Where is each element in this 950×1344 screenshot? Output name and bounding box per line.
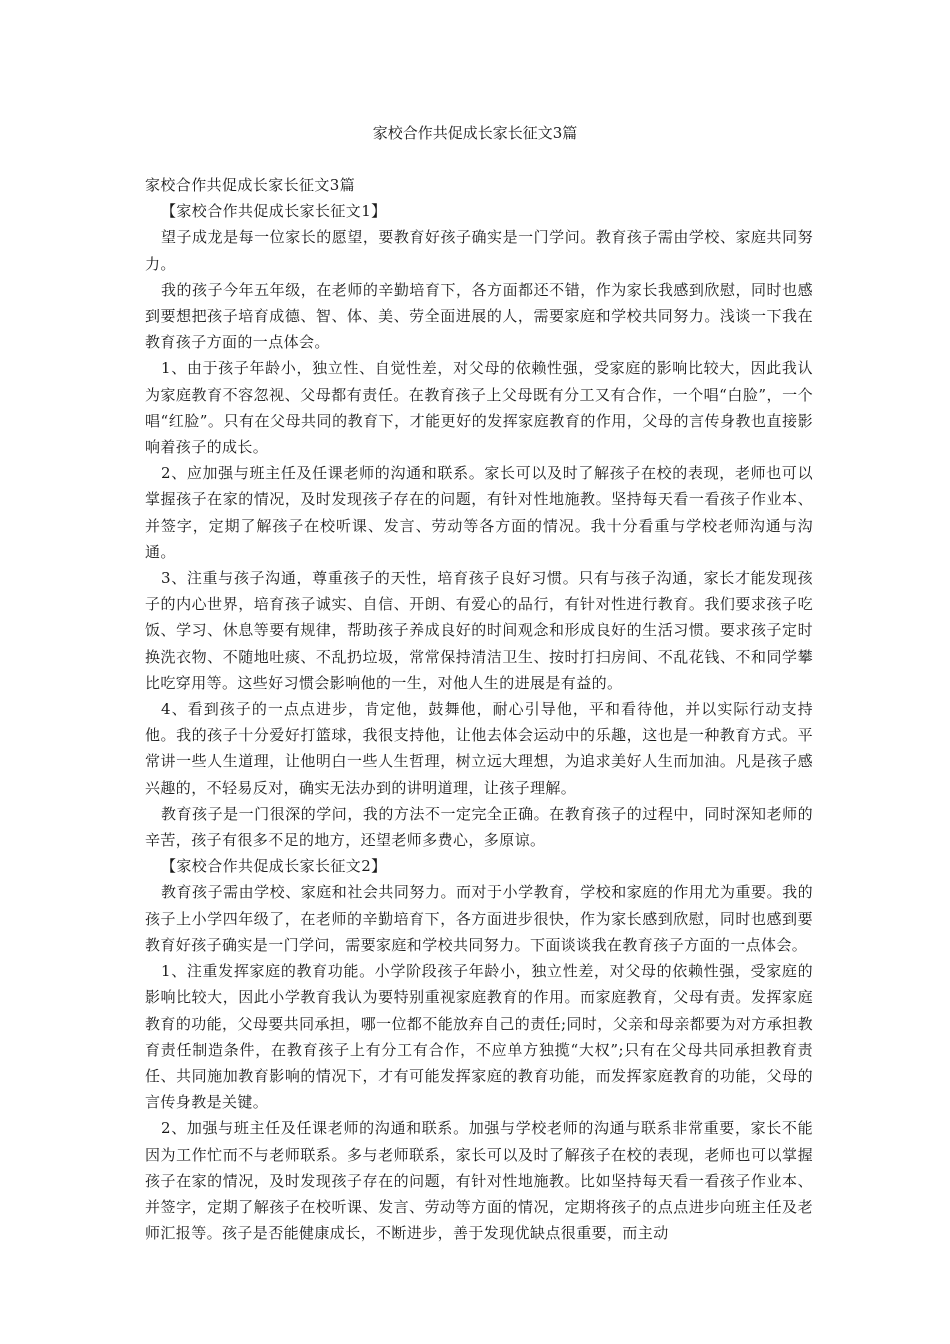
paragraph: 1、注重发挥家庭的教育功能。小学阶段孩子年龄小，独立性差，对父母的依赖性强，受家庭的影响比较大，因此小学教育我认为要特别重视家庭教育的作用。而家庭教育，父母有责。发挥家庭教育的功能，父母要共同承担，哪一位都不能放弃自己的责任;同时，父亲和母亲都要为对方承担教育责任制造条件，在教育孩子上有分工有合作，不应单方独揽“大权”;只有在父母共同承担教育责任、共同施加教育影响的情况下，才有可能发挥家庭的教育功能，而发挥家庭教育的功能，父母的言传身教是关键。 — [145, 962, 813, 1112]
paragraph: 4、看到孩子的一点点进步，肯定他，鼓舞他，耐心引导他，平和看待他，并以实际行动支持他。我的孩子十分爱好打篮球，我很支持他，让他去体会运动中的乐趣，这也是一种教育方式。平常讲一些人生道理，让他明白一些人生哲理，树立远大理想，为追求美好人生而加油。凡是孩子感兴趣的，不轻易反对，确实无法办到的讲明道理，让孩子理解。 — [145, 700, 813, 797]
section-heading-2: 【家校合作共促成长家长征文2】 — [161, 857, 387, 876]
paragraph: 教育孩子需由学校、家庭和社会共同努力。而对于小学教育，学校和家庭的作用尤为重要。我的孩子上小学四年级了，在老师的辛勤培育下，各方面进步很快，作为家长感到欣慰，同时也感到要教育好孩子确实是一门学问，需要家庭和学校共同努力。下面谈谈我在教育孩子方面的一点体会。 — [145, 883, 813, 954]
paragraph: 教育孩子是一门很深的学问，我的方法不一定完全正确。在教育孩子的过程中，同时深知老师的辛苦，孩子有很多不足的地方，还望老师多费心，多原谅。 — [145, 804, 813, 850]
paragraph: 3、注重与孩子沟通，尊重孩子的天性，培育孩子良好习惯。只有与孩子沟通，家长才能发现孩子的内心世界，培育孩子诚实、自信、开朗、有爱心的品行，有针对性进行教育。我们要求孩子吃饭、学习、休息等要有规律，帮助孩子养成良好的时间观念和形成良好的生活习惯。要求孩子定时换洗衣物、不随地吐痰、不乱扔垃圾，常常保持清洁卫生、按时打扫房间、不乱花钱、不和同学攀比吃穿用等。这些好习惯会影响他的一生，对他人生的进展是有益的。 — [145, 569, 813, 692]
paragraph: 1、由于孩子年龄小，独立性、自觉性差，对父母的依赖性强，受家庭的影响比较大，因此我认为家庭教育不容忽视、父母都有责任。在教育孩子上父母既有分工又有合作，一个唱“白脸”，一个唱“红脸”。只有在父母共同的教育下，才能更好的发挥家庭教育的作用，父母的言传身教也直接影响着孩子的成长。 — [145, 359, 813, 457]
section-heading-1: 【家校合作共促成长家长征文1】 — [161, 202, 387, 221]
paragraph: 望子成龙是每一位家长的愿望，要教育好孩子确实是一门学问。教育孩子需由学校、家庭共同努力。 — [145, 228, 813, 273]
document-subtitle: 家校合作共促成长家长征文3篇 — [145, 176, 356, 194]
document-title: 家校合作共促成长家长征文3篇 — [372, 124, 578, 142]
paragraph: 2、应加强与班主任及任课老师的沟通和联系。家长可以及时了解孩子在校的表现，老师也可以掌握孩子在家的情况，及时发现孩子存在的问题，有针对性地施教。坚持每天看一看孩子作业本、并签字，定期了解孩子在校听课、发言、劳动等各方面的情况。我十分看重与学校老师沟通与沟通。 — [145, 464, 813, 561]
document-body — [145, 172, 813, 1246]
paragraph: 2、加强与班主任及任课老师的沟通和联系。加强与学校老师的沟通与联系非常重要，家长不能因为工作忙而不与老师联系。多与老师联系，家长可以及时了解孩子在校的表现，老师也可以掌握孩子在家的情况，及时发现孩子存在的问题，有针对性地施教。比如坚持每天看一看孩子作业本、并签字，定期了解孩子在校听课、发言、劳动等方面的情况，定期将孩子的点点进步向班主任及老师汇报等。孩子是否能健康成长，不断进步，善于发现优缺点很重要，而主动 — [145, 1119, 813, 1243]
paragraph: 我的孩子今年五年级，在老师的辛勤培育下，各方面都还不错，作为家长我感到欣慰，同时也感到要想把孩子培育成德、智、体、美、劳全面进展的人，需要家庭和学校共同努力。浅谈一下我在教育孩子方面的一点体会。 — [145, 280, 813, 352]
